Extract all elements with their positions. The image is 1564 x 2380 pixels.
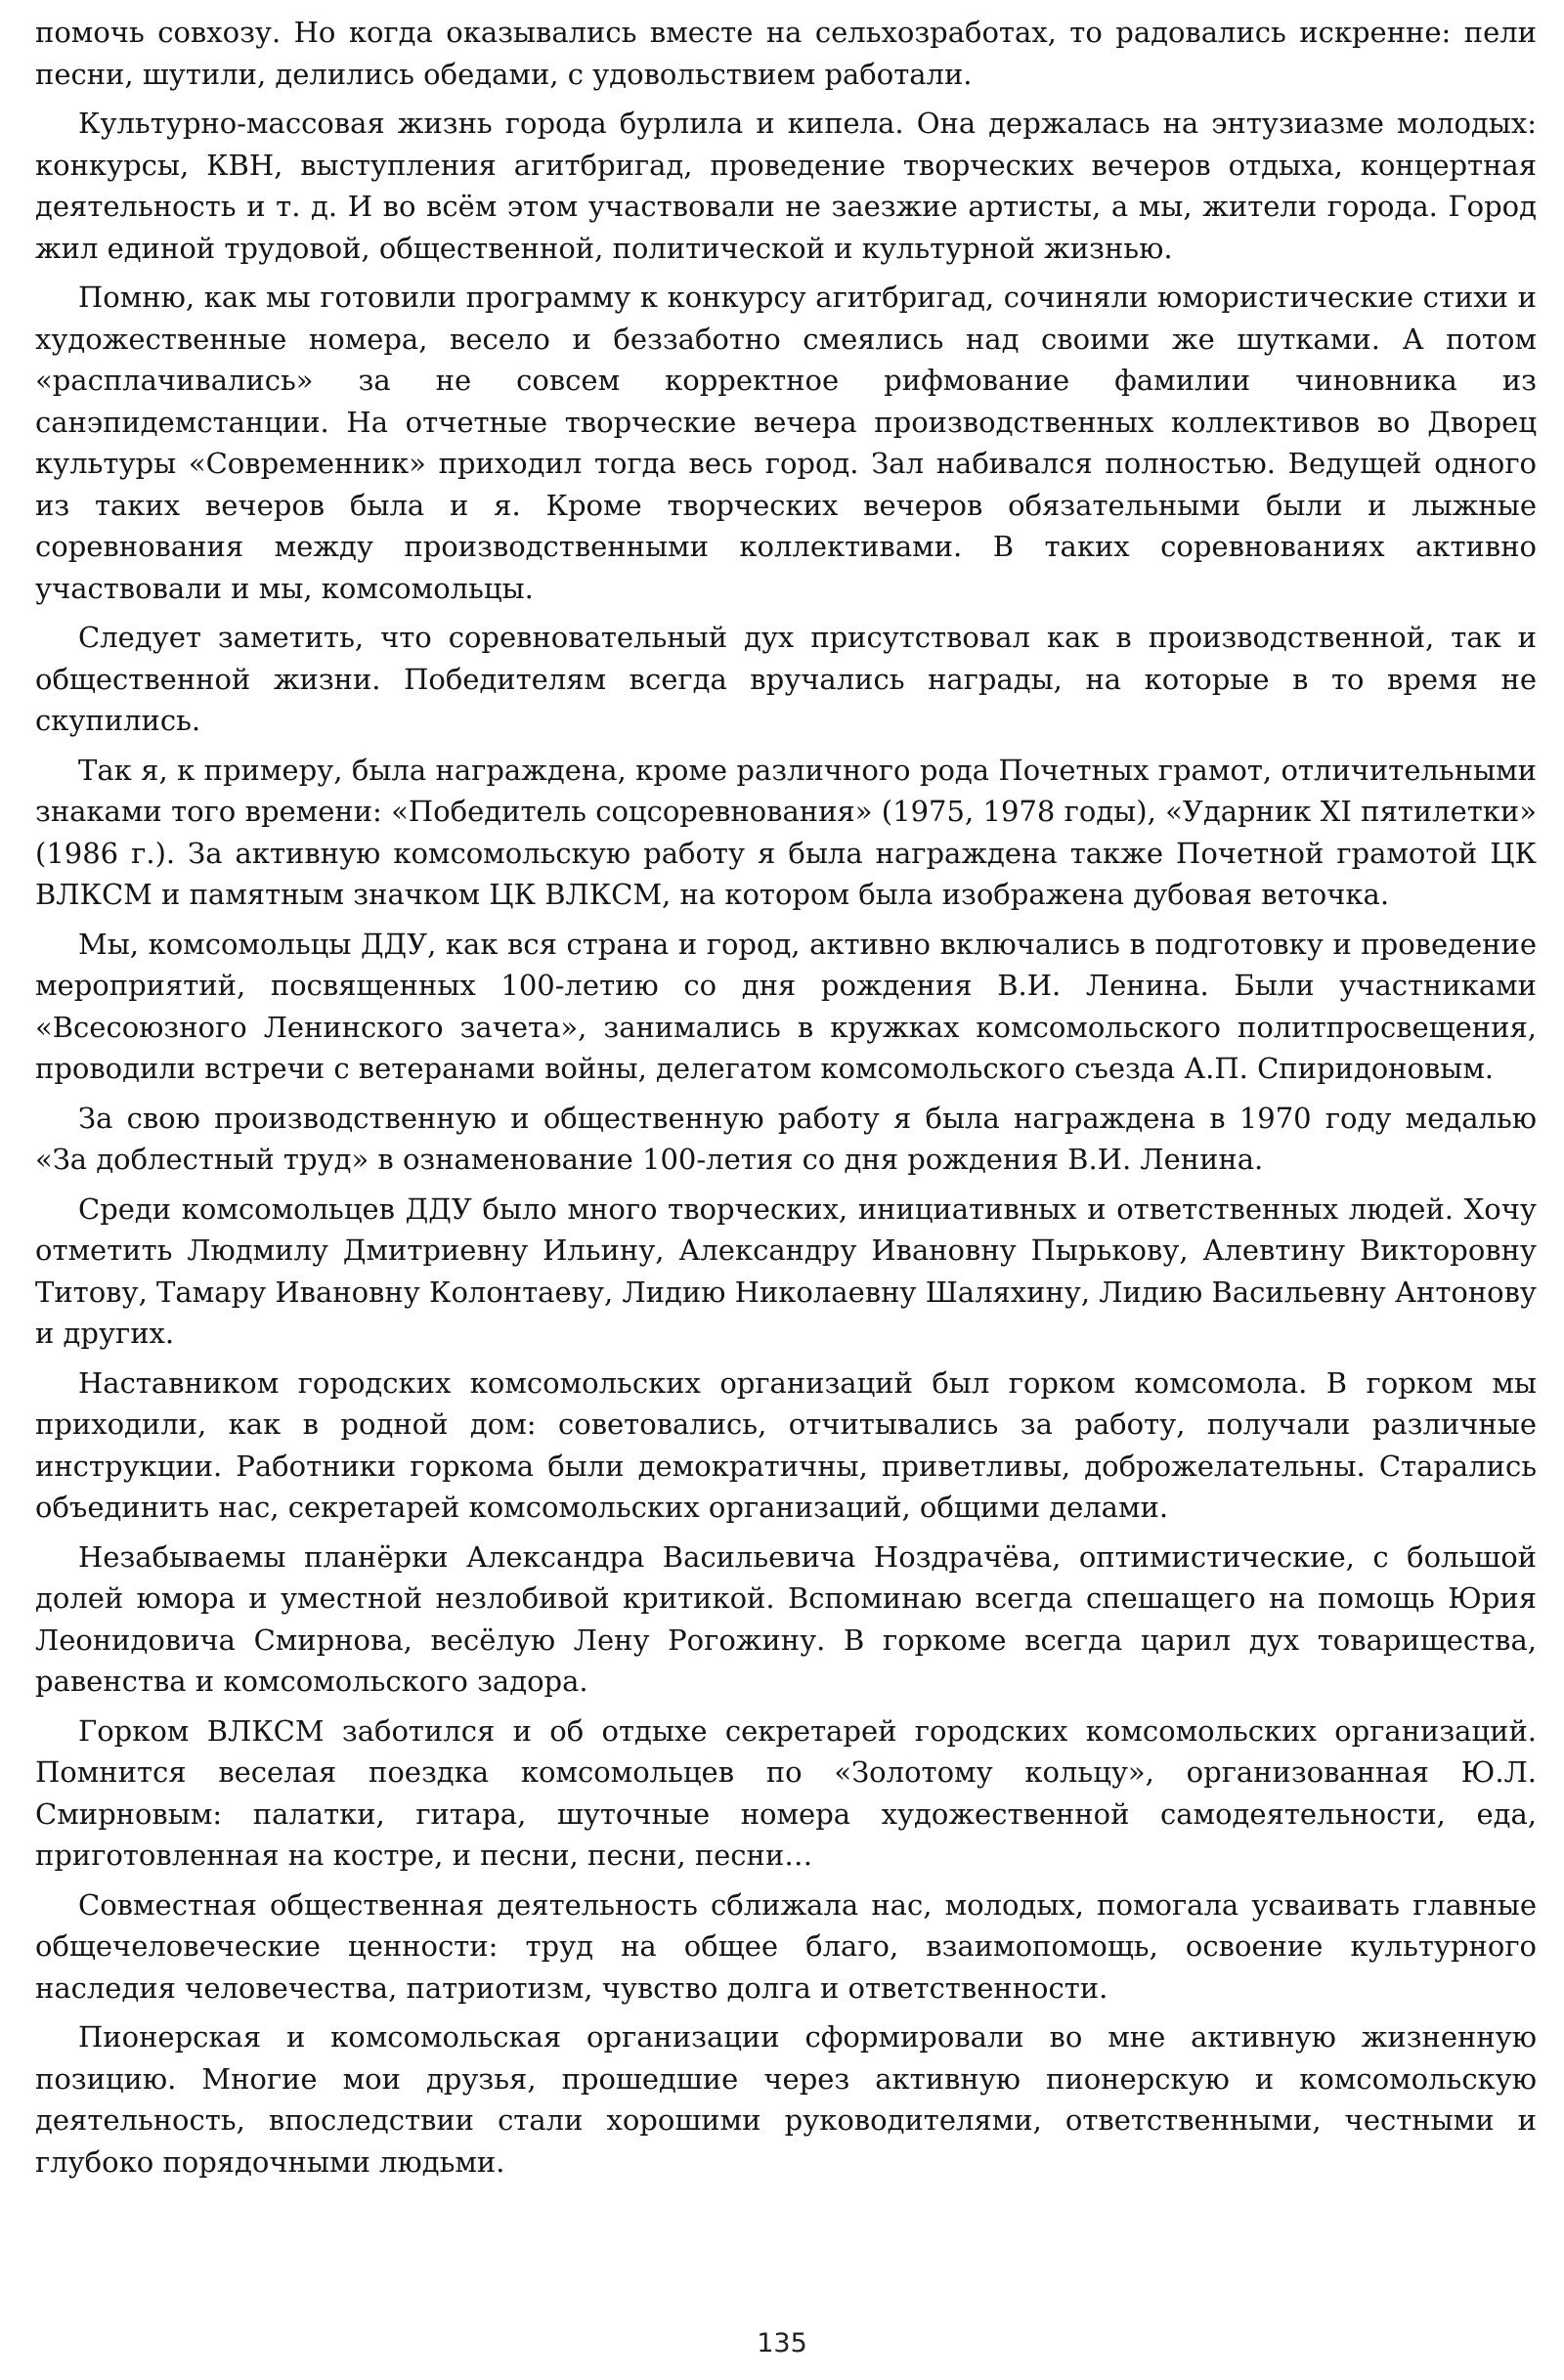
paragraph-continuation: помочь совхозу. Но когда оказывались вместе на сельхозработах, то радовались искренне: пели песни, шутили, делились обедами, с удовольствием работали. [35, 16, 1537, 91]
paragraph-agitbrigade-contest: Помню, как мы готовили программу к конкурсу агитбригад, сочиняли юмористические стихи и художественные номера, весело и беззаботно смеялись над своими же шутками. А потом «расплачивались» за не совсем корректное рифмование фамилии чиновника из санэпидемстанции. На отчетные творческие вечера производственных коллективов во Дворец культуры «Современник» приходил тогда весь город. Зал набивался полностью. Ведущей одного из таких вечеров была и я. Кроме творческих вечеров обязательными были и лыжные соревнования между производственными коллективами. В таких соревнованиях активно участвовали и мы, комсомольцы. [35, 281, 1537, 605]
paragraph-competitive-spirit: Следует заметить, что соревновательный дух присутствовал как в производственной, так и общественной жизни. Победителям всегда вручались награды, на которые в то время не скупились. [35, 621, 1537, 737]
paragraph-cultural-life: Культурно-массовая жизнь города бурлила и кипела. Она держалась на энтузиазме молодых: конкурсы, КВН, выступления агитбригад, проведение творческих вечеров отдыха, концертная деятельность и т. д. И во всём этом участвовали не заезжие артисты, а мы, жители города. Город жил единой трудовой, общественной, политической и культурной жизнью. [35, 107, 1537, 265]
paragraph-gorkom-mentor: Наставником городских комсомольских организаций был горком комсомола. В горком мы приходили, как в родной дом: советовались, отчитывались за работу, получали различные инструкции. Работники горкома были демократичны, приветливы, доброжелательны. Старались объединить нас, секретарей комсомольских организаций, общими делами. [35, 1365, 1537, 1524]
page-number: 135 [757, 2328, 807, 2358]
paragraph-medal: За свою производственную и общественную работу я была награждена в 1970 году медалью «За доблестный труд» в ознаменование 100-летия со дня рождения В.И. Ленина. [35, 1101, 1537, 1176]
paragraph-golden-ring-trip: Горком ВЛКСМ заботился и об отдыхе секретарей городских комсомольских организаций. Помнится веселая поездка комсомольцев по «Золотому кольцу», организованная Ю.Л. Смирновым: палатки, гитара, шуточные номера художественной самодеятельности, еда, приготовленная на костре, и песни, песни, песни… [35, 1713, 1537, 1872]
paragraph-life-position: Пионерская и комсомольская организации сформировали во мне активную жизненную позицию. Многие мои друзья, прошедшие через активную пионерскую и комсомольскую деятельность, впоследствии стали хорошими руководителями, ответственными, честными и глубоко порядочными людьми. [35, 2020, 1537, 2179]
paragraph-awards: Так я, к примеру, была награждена, кроме различного рода Почетных грамот, отличительными знаками того времени: «Победитель соцсоревнования» (1975, 1978 годы), «Ударник XI пятилетки» (1986 г.). За активную комсомольскую работу я была награждена также Почетной грамотой ЦК ВЛКСМ и памятным значком ЦК ВЛКСМ, на котором была изображена дубовая веточка. [35, 753, 1537, 911]
paragraph-planning-meetings: Незабываемы планёрки Александра Васильевича Ноздрачёва, оптимистические, с большой долей юмора и уместной незлобивой критикой. Вспоминаю всегда спешащего на помощь Юрия Леонидовича Смирнова, весёлую Лену Рогожину. В горкоме всегда царил дух товарищества, равенства и комсомольского задора. [35, 1539, 1537, 1698]
paragraph-lenin-centenary: Мы, комсомольцы ДДУ, как вся страна и город, активно включались в подготовку и проведение мероприятий, посвященных 100-летию со дня рождения В.И. Ленина. Были участниками «Всесоюзного Ленинского зачета», занимались в кружках комсомольского политпросвещения, проводили встречи с ветеранами войны, делегатом комсомольского съезда А.П. Спиридоновым. [35, 927, 1537, 1085]
paragraph-shared-values: Совместная общественная деятельность сближала нас, молодых, помогала усваивать главные общечеловеческие ценности: труд на общее благо, взаимопомощь, освоение культурного наследия человечества, патриотизм, чувство долга и ответственности. [35, 1887, 1537, 2005]
paragraph-ddu-members: Среди комсомольцев ДДУ было много творческих, инициативных и ответственных людей. Хочу отметить Людмилу Дмитриевну Ильину, Александру Ивановну Пырькову, Алевтину Викторовну Титову, Тамару Ивановну Колонтаеву, Лидию Николаевну Шаляхину, Лидию Васильевну Антонову и других. [35, 1191, 1537, 1350]
body-text [35, 12, 1537, 2190]
